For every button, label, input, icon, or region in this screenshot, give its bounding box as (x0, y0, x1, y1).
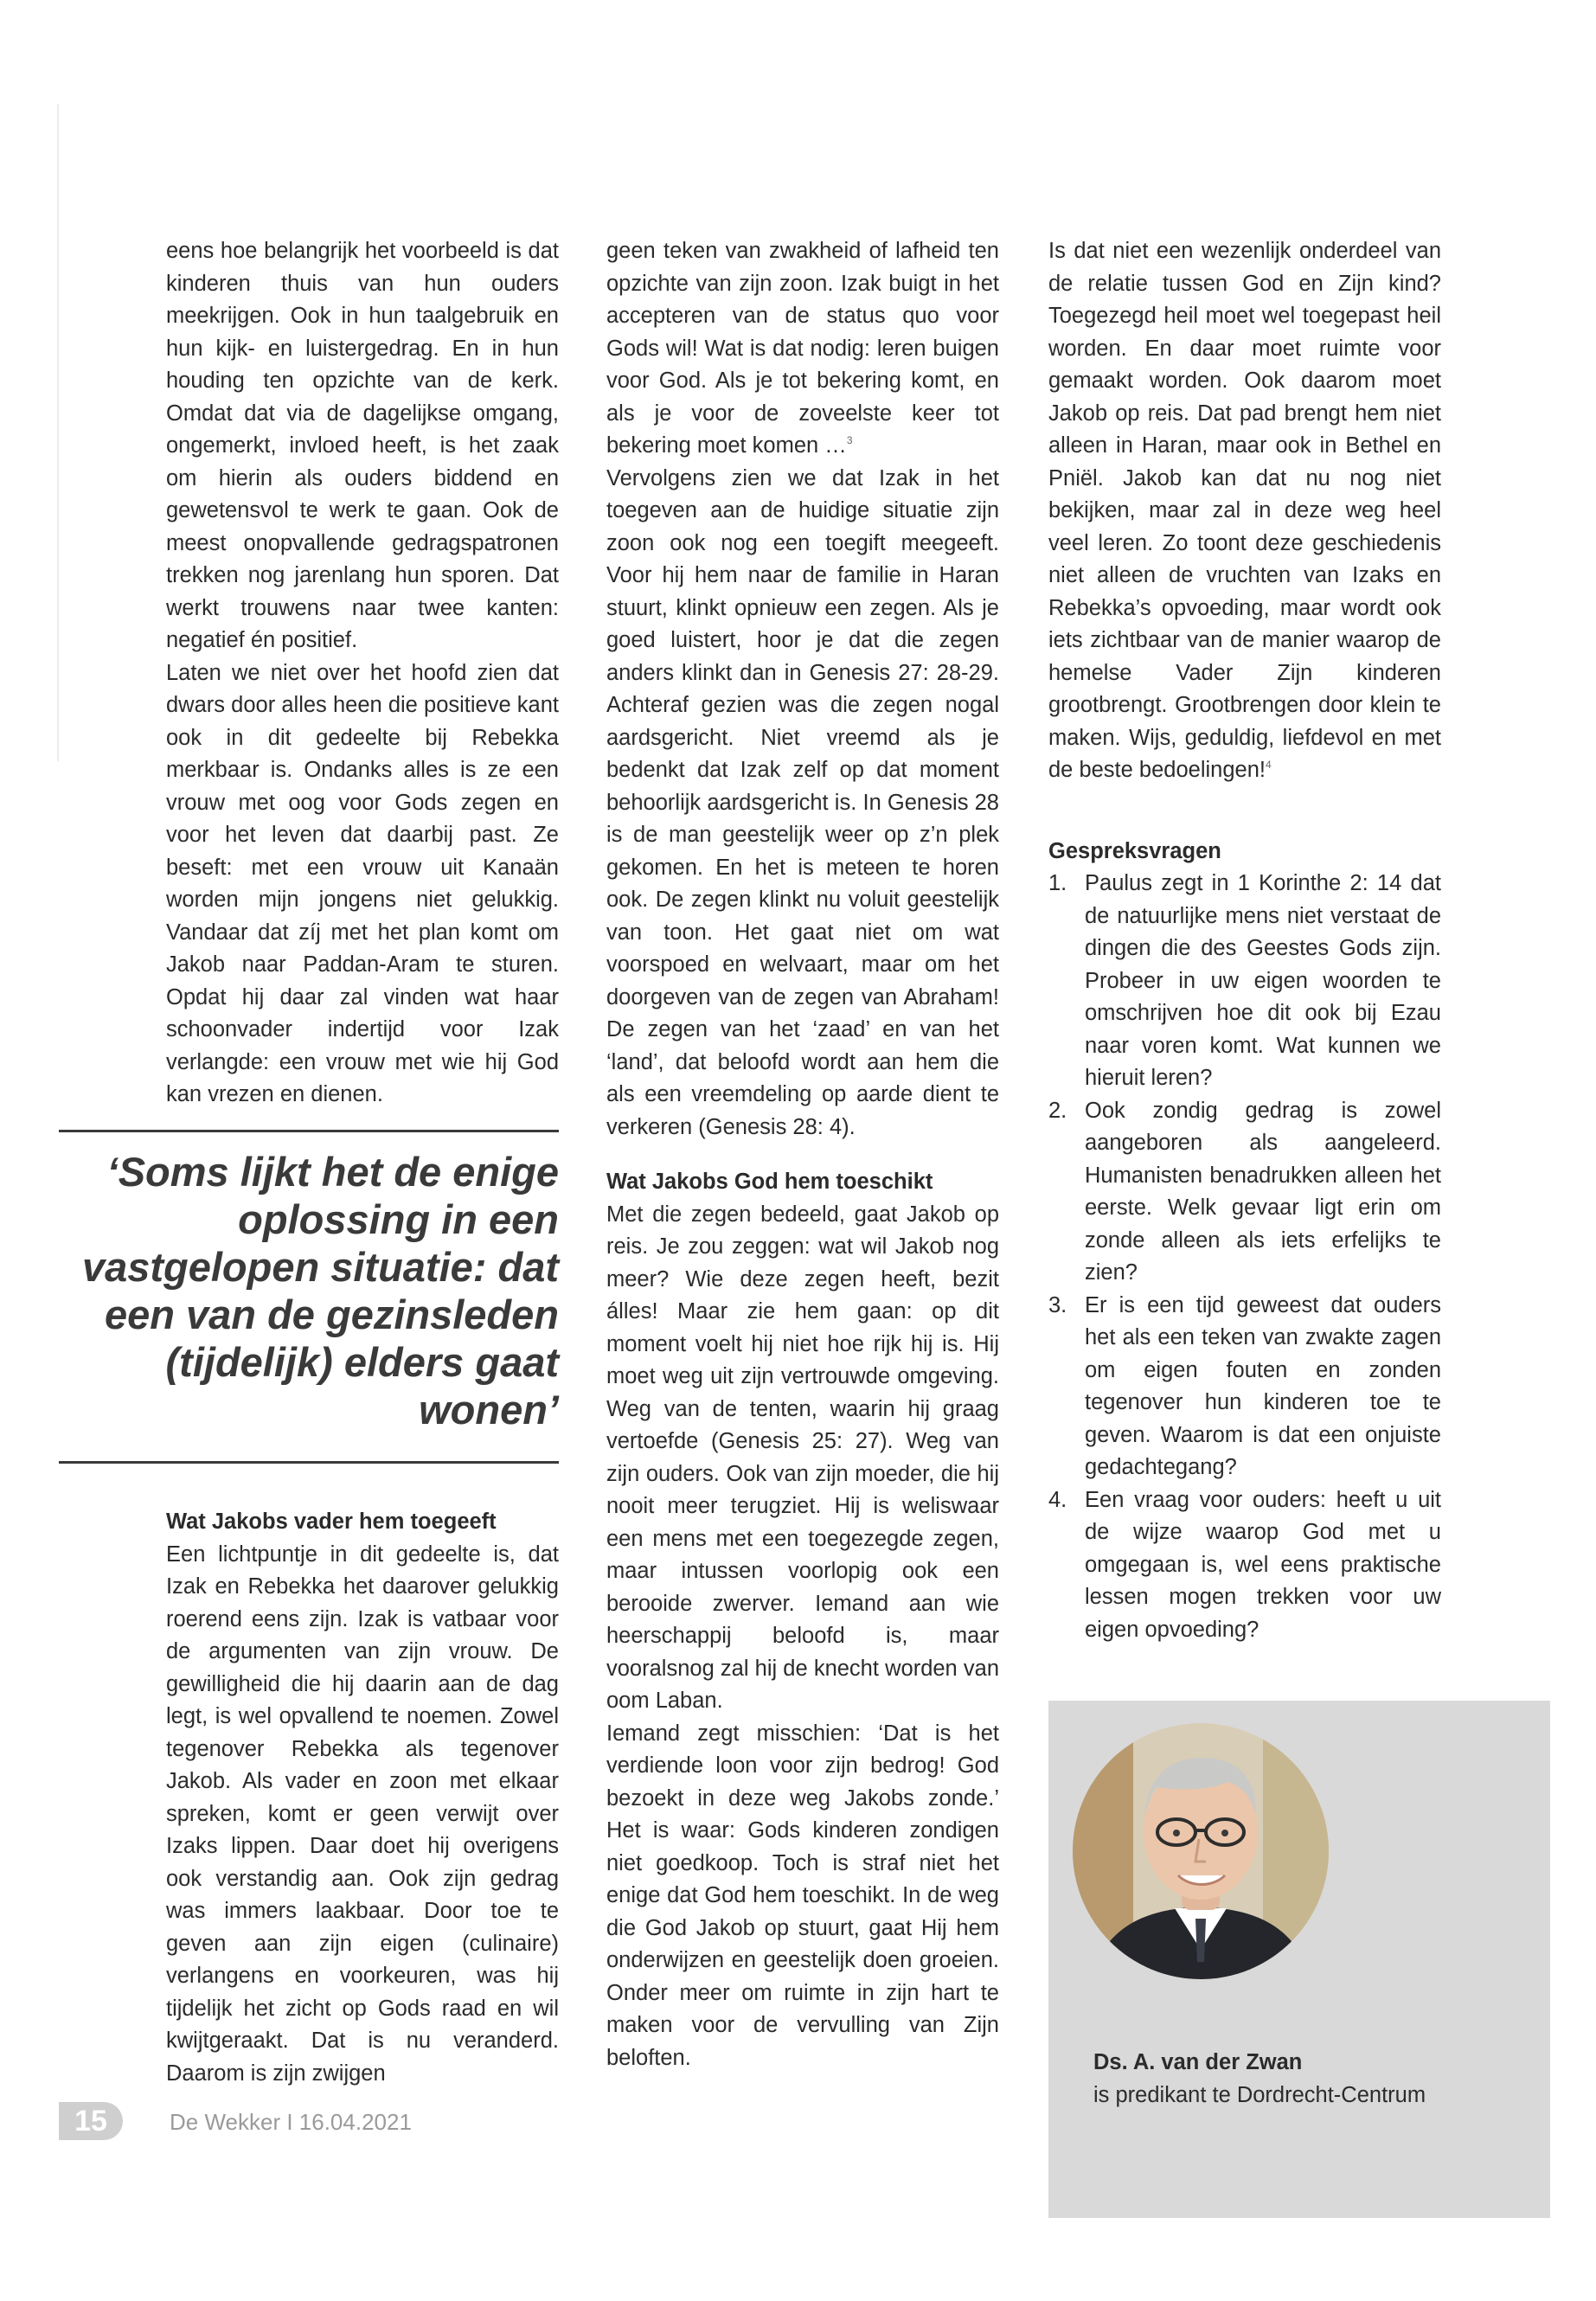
questions-heading: Gespreksvragen (1048, 838, 1221, 863)
column-1-section (166, 1506, 559, 2090)
section-heading: Wat Jakobs God hem toeschikt (606, 1170, 933, 1194)
question-number: 2. (1048, 1098, 1067, 1123)
question-text: Een vraag voor ouders: heeft u uit de wijze waarop God met u omgegaan is, wel eens praktische lessen mogen trekken voor uw eigen opvoeding? (1085, 1487, 1441, 1642)
question-number: 1. (1048, 871, 1067, 895)
paragraph (606, 235, 999, 463)
paragraph: Vervolgens zien we dat Izak in het toegeven aan de huidige situatie zijn zoon ook nog een toegift meegeeft. Voor hij hem naar de familie in Haran stuurt, klinkt opnieuw een zegen. Als je goed luistert, hoor je dat die zegen anders klinkt dan in Genesis 27: 28-29. Achteraf gezien was die zegen nogal aardsgericht. Niet vreemd als je bedenkt dat Izak zelf op dat moment behoorlijk aardsgericht is. In Genesis 28 is de man geestelijk weer op z’n plek gekomen. En het is meteen te horen ook. De zegen klinkt nu voluit geestelijk van toon. Het gaat niet om wat voorspoed en welvaart, maar om het doorgeven van de zegen van Abraham! De zegen van het ‘zaad’ en van het ‘land’, dat beloofd wordt aan hem die als een vreemdeling op aarde dient te verkeren (Genesis 28: 4). (606, 465, 999, 1139)
page-number: 15 (59, 2102, 123, 2140)
question-number: 4. (1048, 1487, 1067, 1512)
page-edge-line (57, 104, 59, 761)
paragraph: Met die zegen bedeeld, gaat Jakob op reis. Je zou zeggen: wat wil Jakob nog meer? Wie deze zegen heeft, bezit álles! Maar zie hem gaan: op dit moment voelt hij niet hoe rijk hij is. Hij moet weg uit zijn vertrouwde omgeving. Weg van de tenten, waarin hij graag vertoefde (Genesis 25: 27). Weg van zijn ouders. Ook van zijn moeder, die hij nooit meer terugziet. Hij is weliswaar een mens met een toegezegde zegen, maar intussen voorlopig ook een berooide zwerver. Iemand aan wie heerschappij beloofd is, maar vooralsnog zal hij de knecht worden van oom Laban. (606, 1202, 999, 1713)
author-photo (1073, 1723, 1329, 1979)
author-role: is predikant te Dordrecht-Centrum (1093, 2083, 1426, 2107)
question-item (1048, 1484, 1441, 1647)
question-item (1048, 1290, 1441, 1484)
pull-quote (59, 1130, 559, 1464)
column-1 (166, 235, 559, 1112)
section-heading: Wat Jakobs vader hem toegeeft (166, 1509, 497, 1534)
paragraph: Iemand zegt misschien: ‘Dat is het verdiende loon voor zijn bedrog! God bezoekt in deze weg Jakobs zonde.’ Het is waar: Gods kinderen zondigen niet goedkoop. Toch is straf niet het enige dat God hem toeschikt. In de weg die God Jakob op stuurt, gaat Hij hem onderwijzen en geestelijk doen groeien. Onder meer om ruimte in zijn hart te maken voor de vervulling van Zijn beloften. (606, 1721, 999, 2070)
paragraph: eens hoe belangrijk het voorbeeld is dat kinderen thuis van hun ouders meekrijgen. Ook in hun taalgebruik en hun kijk- en luistergedrag. En in hun houding ten opzichte van de kerk. Omdat dat via de dagelijkse omgang, ongemerkt, invloed heeft, is het zaak om hierin als ouders biddend en gewetensvol te werk te gaan. Ook de meest onopvallende gedragspatronen trekken nog jarenlang hun sporen. Dat werkt trouwens naar twee kanten: negatief én positief. (166, 239, 559, 652)
question-text: Er is een tijd geweest dat ouders het als een teken van zwakte zagen om eigen fouten en zonden tegenover hun kinderen toe te geven. Waarom is dat een onjuiste gedachtegang? (1085, 1292, 1441, 1479)
question-item (1048, 868, 1441, 1095)
paragraph-text: Is dat niet een wezenlijk onderdeel van de relatie tussen God en Zijn kind? Toegezegd heil moet wel toegepast heil worden. En daar moet ruimte voor gemaakt worden. Ook daarom moet Jakob op reis. Dat pad brengt hem niet alleen in Haran, maar ook in Bethel en Pniël. Jakob kan dat nu nog niet bekijken, maar zal in deze weg heel veel leren. Zo toont deze geschiedenis niet alleen de vruchten van Izaks en Rebekka’s opvoeding, maar wordt ook iets zichtbaar van de manier waarop de hemelse Vader Zijn kinderen grootbrengt. Grootbrengen door klein te maken. Wijs, geduldig, liefdevol en met de beste bedoelingen! (1048, 239, 1441, 782)
paragraph (1048, 235, 1441, 787)
question-item (1048, 1095, 1441, 1290)
author-name: Ds. A. van der Zwan (1093, 2050, 1303, 2074)
footer-publication: De Wekker I 16.04.2021 (170, 2109, 412, 2135)
pull-quote-text: ‘Soms lijkt het de enige oplossing in een vastgelopen situatie: dat een van de gezinsleden (tijdelijk) elders gaat wonen’ (81, 1149, 559, 1433)
column-2 (606, 235, 999, 2074)
footnote-marker: 3 (846, 434, 853, 446)
question-text: Paulus zegt in 1 Korinthe 2: 14 dat de natuurlijke mens niet verstaat de dingen die des Geestes Gods zijn. Probeer in uw eigen woorden te omschrijven hoe dit ook bij Ezau naar voren komt. Wat kunnen we hieruit leren? (1085, 871, 1441, 1090)
footnote-marker: 4 (1265, 759, 1272, 771)
questions-list (1048, 868, 1441, 1646)
question-text: Ook zondig gedrag is zowel aangeboren als aangeleerd. Humanisten benadrukken alleen het eerste. Welk gevaar ligt erin om zonde alleen als iets erfelijks te zien? (1085, 1098, 1441, 1285)
question-number: 3. (1048, 1292, 1067, 1317)
paragraph: Laten we niet over het hoofd zien dat dwars door alles heen die positieve kant ook in dit gedeelte bij Rebekka merkbaar is. Ondanks alles is ze een vrouw met oog voor Gods zegen en voor het leven dat daarbij past. Ze beseft: met een vrouw uit Kanaän worden mijn jongens niet gelukkig. Vandaar dat zíj met het plan komt om Jakob naar Paddan-Aram te sturen. Opdat hij daar zal vinden wat haar schoonvader indertijd voor Izak verlangde: een vrouw met wie hij God kan vrezen en dienen. (166, 660, 559, 1106)
paragraph: Een lichtpuntje in dit gedeelte is, dat Izak en Rebekka het daarover gelukkig roerend eens zijn. Izak is vatbaar voor de argumenten van zijn vrouw. De gewilligheid die hij daarin aan de dag legt, is wel opvallend te noemen. Zowel tegenover Rebekka als tegenover Jakob. Als vader en zoon met elkaar spreken, komt er geen verwijt over Izaks lippen. Daar doet hij overigens ook verstandig aan. Ook zijn gedrag was immers laakbaar. Door toe te geven aan zijn eigen (culinaire) verlangens en voorkeuren, was hij tijdelijk het zicht op Gods raad en wil kwijtgeraakt. Dat is nu veranderd. Daarom is zijn zwijgen (166, 1541, 559, 2086)
author-box (1048, 1701, 1550, 2218)
paragraph-text: geen teken van zwakheid of lafheid ten opzichte van zijn zoon. Izak buigt in het accepteren van de status quo voor Gods wil! Wat is dat nodig: leren buigen voor God. Als je tot bekering komt, en als je voor de zoveelste keer tot bekering moet komen … (606, 239, 999, 458)
author-portrait-illustration (1073, 1723, 1329, 1979)
column-3 (1048, 235, 1441, 1646)
